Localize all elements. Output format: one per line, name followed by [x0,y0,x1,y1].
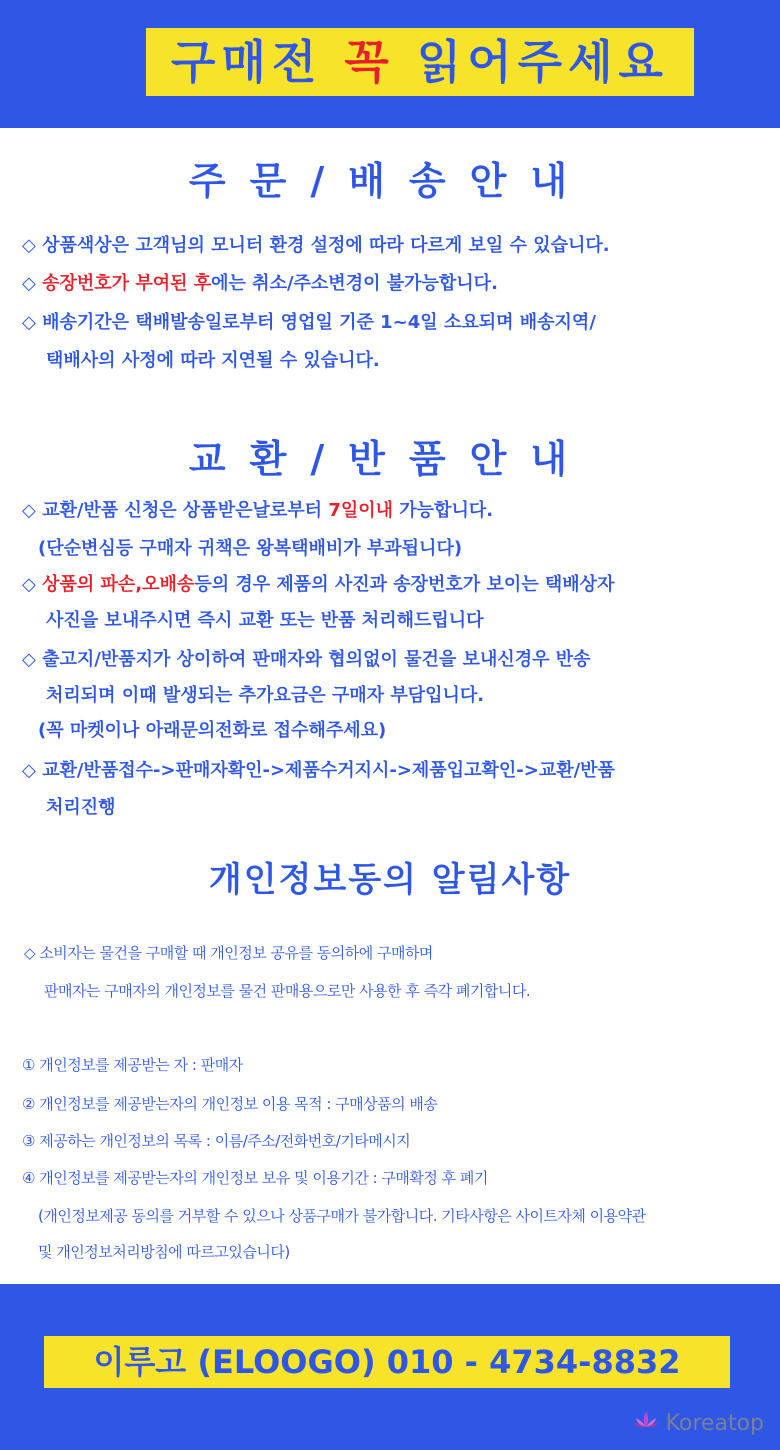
returns-line-2: (단순변심등 구매자 귀책은 왕복택배비가 부과됩니다) [38,538,463,559]
returns-line-7: (꼭 마켓이나 아래문의전화로 접수해주세요) [38,720,387,741]
shipping-line-cancel-rest: 에는 취소/주소변경이 불가능합니다. [211,273,498,294]
privacy-item-4: ④ 개인정보를 제공받는자의 개인정보 보유 및 이용기간 : 구매확정 후 폐기 [22,1169,488,1187]
title-highlight: 꼭 [344,35,395,89]
privacy-section-title: 개인정보동의 알림사항 [208,860,572,900]
returns-line-5: ◇ 출고지/반품지가 상이하여 판매자와 협의없이 물건을 보내신경우 반송 [22,649,591,670]
page-title [146,28,694,96]
watermark-text: Koreatop [665,1410,764,1436]
privacy-note-1: (개인정보제공 동의를 거부할 수 있으나 상품구매가 불가합니다. 기타사항은 사이트자체 이용약관 [38,1207,646,1225]
privacy-intro-2: 판매자는 구매자의 개인정보를 물건 판매용으로만 사용한 후 즉각 폐기합니다. [44,982,531,1000]
shipping-line-delay: 택배사의 사정에 따라 지연될 수 있습니다. [46,350,380,371]
title-post: 읽어주세요 [394,35,669,89]
lotus-icon [632,1410,660,1436]
title-pre: 구매전 [171,35,345,89]
bullet: ◇ [22,273,43,294]
shipping-line-period: ◇ 배송기간은 택배발송일로부터 영업일 기준 1~4일 소요되며 배송지역/ [22,312,596,333]
shipping-line-color: ◇ 상품색상은 고객님의 모니터 환경 설정에 따라 다르게 보일 수 있습니다. [22,235,610,256]
returns-deadline: 7일이내 [328,500,394,521]
returns-line-1-post: 가능합니다. [393,500,494,521]
returns-line-1 [22,496,762,522]
returns-line-6: 처리되며 이때 발생되는 추가요금은 구매자 부담입니다. [46,685,485,706]
privacy-note-2: 및 개인정보처리방침에 따르고있습니다) [38,1243,290,1261]
returns-line-3-post: 등의 경우 제품의 사진과 송장번호가 보이는 택배상자 [194,574,615,595]
privacy-item-2: ② 개인정보를 제공받는자의 개인정보 이용 목적 : 구매상품의 배송 [22,1095,438,1113]
shipping-section-title: 주문/배송안내 [188,159,592,203]
watermark [632,1410,764,1436]
returns-line-1-pre: ◇ 교환/반품 신청은 상품받은날로부터 [22,500,329,521]
contact-info: 이루고 (ELOOGO) 010 - 4734-8832 [44,1336,730,1388]
shipping-warning-text: 송장번호가 부여된 후 [42,273,212,294]
returns-section-title: 교환/반품안내 [188,437,592,481]
returns-line-3 [22,570,762,596]
privacy-intro-1: ◇ 소비자는 물건을 구매할 때 개인정보 공유를 동의하에 구매하며 [24,944,433,962]
returns-damage-text: 상품의 파손,오배송 [42,574,195,595]
returns-line-8: ◇ 교환/반품접수->판매자확인->제품수거지시->제품입고확인->교환/반품 [22,760,615,781]
shipping-line-cancel [22,269,762,295]
privacy-item-3: ③ 제공하는 개인정보의 목록 : 이름/주소/전화번호/기타메시지 [22,1132,411,1150]
returns-line-4: 사진을 보내주시면 즉시 교환 또는 반품 처리해드립니다 [46,610,484,631]
bullet: ◇ [22,574,43,595]
returns-line-9: 처리진행 [46,797,116,818]
privacy-item-1: ① 개인정보를 제공받는 자 : 판매자 [22,1056,243,1074]
